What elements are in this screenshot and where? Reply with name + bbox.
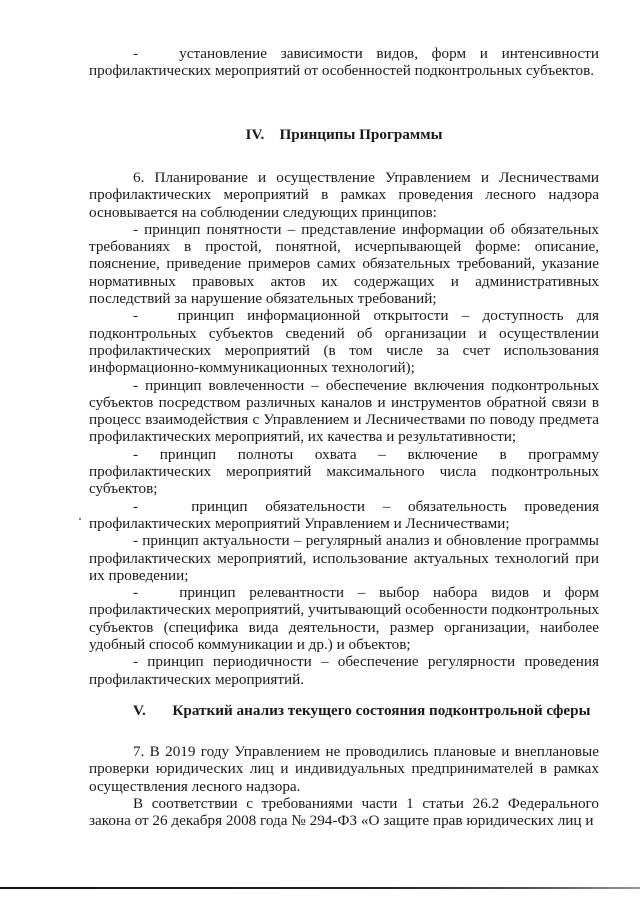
paragraph: В соответствии с требованиями части 1 статьи 26.2 Федерального закона от 26 декабря 2008 года № 294-ФЗ «О защите прав юридических лиц и xyxy=(89,794,599,830)
top-paragraph xyxy=(89,45,599,80)
scan-bottom-edge-line xyxy=(0,887,640,889)
paragraph: - установление зависимости видов, форм и интенсивности профилактических мероприятий от особенностей подконтрольных субъектов. xyxy=(89,45,599,80)
list-item: - принцип полноты охвата – включение в программу профилактических мероприятий максимального числа подконтрольных субъектов; xyxy=(89,445,599,498)
list-item: - принцип обязательности – обязательность проведения профилактических мероприятий Управлением и Лесничествами; xyxy=(89,497,599,532)
section-number: IV. xyxy=(245,126,265,143)
section-5-body xyxy=(89,743,599,829)
section-5-heading xyxy=(133,702,603,720)
paragraph: 7. В 2019 году Управлением не проводились плановые и внеплановые проверки юридических лиц и индивидуальных предпринимателей в рамках осуществления лесного надзора. xyxy=(89,743,599,795)
paragraph: 6. Планирование и осуществление Управлением и Лесничествами профилактических мероприятий в рамках проведения лесного надзора основывается на соблюдении следующих принципов: xyxy=(89,169,599,221)
list-item: - принцип вовлеченности – обеспечение включения подконтрольных субъектов посредством различных каналов и инструментов обратной связи в процесс взаимодействия с Управлением и Лесничествами по поводу предмета профилактических мероприятий, их качества и результативности; xyxy=(89,376,599,446)
list-item: - принцип понятности – представление информации об обязательных требованиях в простой, понятной, исчерпывающей форме: описание, пояснение, приведение примеров самих обязательных требований, указание нормативных правовых актов их содержащих и административных последствий за нарушение обязательных требований; xyxy=(89,220,599,308)
section-4-heading xyxy=(89,126,599,144)
list-item: - принцип актуальности – регулярный анализ и обновление программы профилактических мероприятий, использование актуальных технологий при их проведении; xyxy=(89,532,599,584)
list-item: - принцип релевантности – выбор набора видов и форм профилактических мероприятий, учитывающий особенности подконтрольных субъектов (специфика вида деятельности, размер организации, наиболее удобный способ коммуникации и др.) и объектов; xyxy=(89,584,599,654)
section-title: Принципы Программы xyxy=(279,126,443,143)
section-title: Краткий анализ текущего состояния подконтрольной сферы xyxy=(172,702,591,719)
list-item: - принцип информационной открытости – доступность для подконтрольных субъектов сведений об организации и осуществлении профилактических мероприятий (в том числе за счет использования информационно-коммуникационных технологий); xyxy=(89,307,599,377)
scan-speck xyxy=(79,518,81,520)
section-4-body xyxy=(89,169,599,688)
list-item: - принцип периодичности – обеспечение регулярности проведения профилактических мероприятий. xyxy=(89,653,599,688)
section-number: V. xyxy=(133,702,146,719)
